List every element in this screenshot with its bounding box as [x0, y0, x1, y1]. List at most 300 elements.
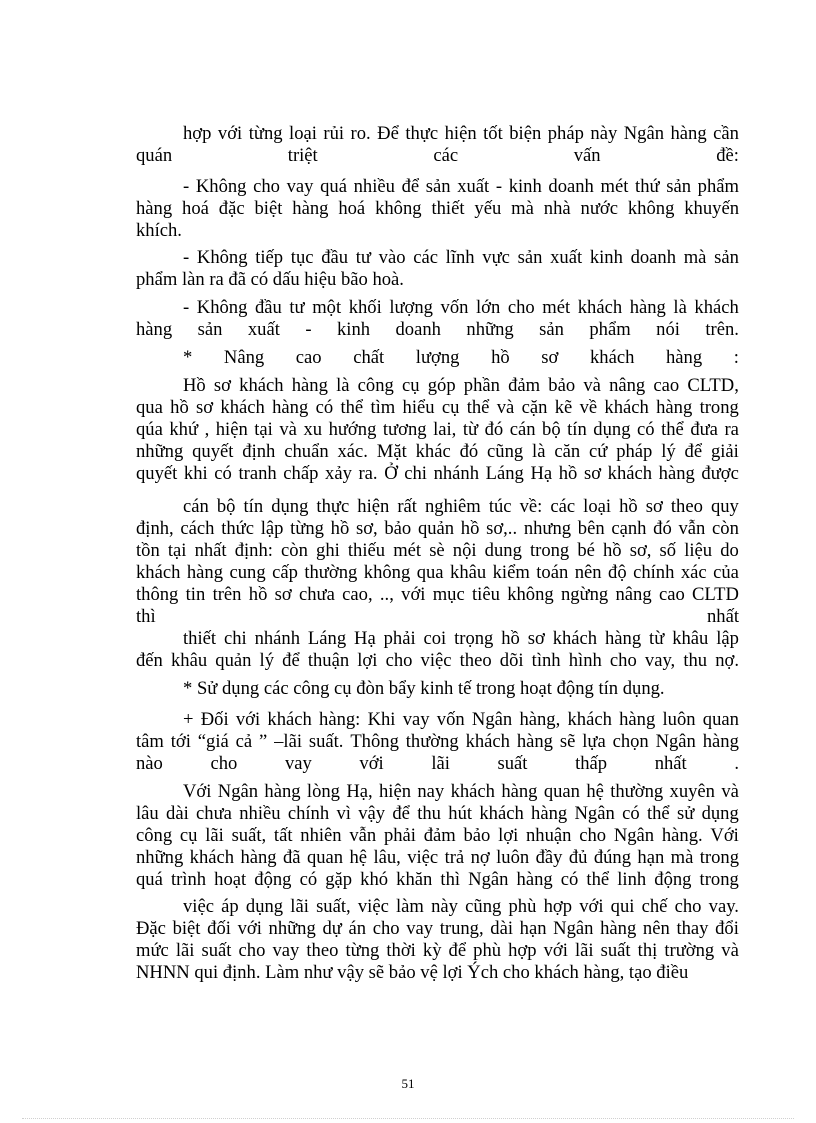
word: này	[590, 123, 618, 144]
word: hàng	[629, 297, 666, 318]
word: hạn	[637, 847, 665, 868]
word: thường	[610, 781, 664, 802]
word: cho	[579, 825, 607, 846]
word: hồ	[170, 397, 189, 418]
word: với	[235, 709, 261, 730]
word: Hạ	[530, 463, 553, 484]
word: Đối	[200, 709, 229, 730]
word: doanh	[395, 319, 441, 340]
word: xuất	[457, 176, 490, 197]
word: không	[507, 584, 554, 605]
word: nội	[452, 540, 477, 561]
text-line	[136, 825, 739, 847]
word: khuyến	[684, 198, 739, 219]
word: lựa	[582, 731, 606, 752]
word: thể	[466, 397, 490, 418]
word: lâu	[136, 803, 159, 824]
word: ra	[724, 419, 739, 440]
word: và	[496, 397, 515, 418]
word: biện	[509, 123, 542, 144]
word: nhất	[654, 753, 687, 774]
word: việc	[420, 650, 452, 671]
word: thời	[386, 940, 416, 961]
word: xuyên	[669, 781, 715, 802]
word: tình	[531, 650, 561, 671]
word: vay	[402, 709, 430, 730]
word: túc	[488, 496, 512, 517]
word: hút	[448, 803, 473, 824]
word: vay	[406, 918, 434, 939]
word: thiết	[431, 198, 465, 219]
word: để	[282, 650, 300, 671]
word: được	[701, 463, 739, 484]
word: nhánh	[433, 463, 480, 484]
word: hệ	[586, 781, 604, 802]
word: với	[579, 896, 604, 917]
word: khi	[183, 463, 208, 484]
word: hàng	[186, 562, 224, 583]
word: hàng	[291, 375, 328, 396]
word: luôn	[662, 709, 696, 730]
word: hợp	[543, 896, 572, 917]
word: tục	[290, 247, 314, 268]
word: là	[673, 297, 687, 318]
word: -	[305, 319, 312, 340]
word: hàng	[501, 781, 538, 802]
word: cạnh	[611, 518, 647, 539]
word: sơ	[645, 496, 663, 517]
word: cao	[658, 584, 685, 605]
word: cả	[235, 731, 253, 752]
word: kinh	[508, 176, 542, 197]
word: số	[659, 540, 677, 561]
text-line	[136, 397, 739, 419]
word: tại	[167, 540, 187, 561]
word: không	[363, 562, 411, 583]
word: đó	[459, 441, 479, 462]
word: hợp	[183, 123, 212, 144]
word: thu	[417, 803, 441, 824]
word: thường	[304, 562, 358, 583]
text-line	[136, 731, 739, 753]
word: để	[392, 803, 410, 824]
text-line	[136, 847, 739, 869]
word: thể	[646, 803, 670, 824]
word: cho	[385, 650, 413, 671]
word: và	[583, 375, 601, 396]
word: khách	[552, 628, 598, 649]
word: qui	[610, 896, 635, 917]
word: kinh	[589, 247, 623, 268]
word: của	[713, 562, 739, 583]
word: mà	[683, 247, 707, 268]
word: thực	[405, 123, 439, 144]
word: làm	[396, 896, 424, 917]
word: lòng	[306, 781, 340, 802]
word: nào	[136, 753, 163, 774]
word: thực	[316, 496, 350, 517]
text-line	[136, 606, 739, 628]
word: khách	[567, 709, 612, 730]
word: qua	[416, 562, 444, 583]
text-line: NHNN qui định. Làm như vậy sẽ bảo vệ lợi Ých cho khách hàng, tạo điều	[136, 962, 689, 983]
word: cho	[238, 940, 266, 961]
word: đầu	[254, 297, 282, 318]
word: liệu	[684, 540, 713, 561]
word: này	[431, 896, 458, 917]
word: tương	[382, 419, 427, 440]
section-heading: * Sử dụng các công cụ đòn bẩy kinh tế trong hoạt động tín dụng.	[183, 678, 665, 699]
word: khách	[577, 297, 623, 318]
word: với	[401, 584, 426, 605]
word: sản	[197, 319, 223, 340]
word: quản	[417, 518, 455, 539]
word: lãi	[574, 940, 594, 961]
word: phần	[463, 375, 500, 396]
word: hồ	[603, 540, 622, 561]
word: Ở	[384, 463, 398, 484]
word: khách	[694, 297, 739, 318]
word: ra.	[358, 463, 378, 484]
word: –lãi	[274, 731, 302, 752]
word: thức	[221, 518, 254, 539]
word: nhuận	[526, 825, 572, 846]
word: biệt	[254, 198, 283, 219]
word: phẩm	[697, 176, 739, 197]
word: -	[183, 247, 190, 268]
word: cho	[609, 650, 637, 671]
word: giải	[710, 441, 739, 462]
word: Nâng	[223, 347, 265, 368]
word: xác.	[337, 441, 368, 462]
word: trong	[699, 397, 739, 418]
word: khách	[607, 463, 653, 484]
word: và	[279, 419, 297, 440]
word: khách	[239, 375, 284, 396]
word: phải	[383, 825, 416, 846]
word: sơ,..	[486, 518, 518, 539]
word: *	[183, 347, 193, 368]
text-line	[183, 176, 739, 198]
word: linh	[617, 869, 647, 890]
word: nhất	[706, 606, 739, 627]
word: cụ	[179, 825, 198, 846]
word: suất	[497, 753, 528, 774]
word: Ngân	[574, 803, 615, 824]
word: Ngân	[471, 709, 513, 730]
word: cho	[674, 896, 702, 917]
word: doanh	[630, 247, 677, 268]
word: pháp	[547, 123, 584, 144]
word: đó	[484, 419, 504, 440]
word: sơ	[213, 375, 231, 396]
word: hồ	[460, 518, 480, 539]
word: căn	[554, 441, 581, 462]
word: lý	[661, 441, 676, 462]
word: suất,	[316, 896, 351, 917]
word: vay,	[644, 650, 676, 671]
word: có	[560, 869, 579, 890]
word: khách	[136, 562, 181, 583]
word: dự	[322, 918, 342, 939]
word: thể	[661, 419, 684, 440]
word: nay	[417, 781, 445, 802]
word: cao,	[342, 584, 373, 605]
word: luôn	[496, 847, 530, 868]
word: không	[627, 198, 675, 219]
word: và	[721, 781, 739, 802]
word: quyết	[192, 441, 234, 462]
word: hàng	[136, 198, 173, 219]
word: mà	[670, 847, 694, 868]
word: sơ	[583, 463, 602, 484]
word: vay	[284, 753, 312, 774]
word: cách	[180, 518, 215, 539]
word: vay.	[708, 896, 739, 917]
word: hồ	[558, 463, 578, 484]
word: sản	[539, 319, 564, 340]
word: tư	[289, 297, 305, 318]
word: đưa	[690, 419, 718, 440]
word: khứ	[169, 419, 199, 440]
word: doanh	[548, 176, 594, 197]
word: là	[336, 375, 350, 396]
word: cao	[295, 347, 322, 368]
word: -	[495, 176, 503, 197]
word: triệt	[287, 145, 318, 166]
word: thiết	[183, 628, 217, 649]
word: cao	[653, 375, 680, 396]
word: chính	[287, 803, 330, 824]
word: khách	[189, 847, 235, 868]
word: với	[543, 940, 568, 961]
word: ”	[258, 731, 268, 752]
word: nợ.	[715, 650, 739, 671]
word: -	[183, 176, 190, 197]
word: đó	[653, 518, 672, 539]
word: yếu	[474, 198, 502, 219]
word: hồ	[248, 584, 268, 605]
word: cặn	[521, 397, 548, 418]
word: hoá	[338, 198, 366, 219]
word: cần	[713, 123, 739, 144]
word: +	[183, 709, 194, 730]
text-line	[136, 650, 739, 672]
word: vào	[378, 247, 406, 268]
word: hồ	[619, 496, 638, 517]
word: tại	[254, 419, 273, 440]
word: vốn	[440, 297, 469, 318]
word: lượng	[389, 297, 433, 318]
word: chuẩn	[284, 441, 329, 462]
word: ,	[204, 419, 210, 440]
word: những	[136, 847, 184, 868]
word: trung,	[439, 918, 484, 939]
word: án	[348, 918, 367, 939]
word: khách	[589, 347, 635, 368]
word: những	[136, 441, 184, 462]
word: tiếp	[255, 247, 284, 268]
text-line	[136, 463, 739, 485]
word: dõi	[499, 650, 524, 671]
word: quá	[320, 176, 347, 197]
word: lâu,	[373, 847, 401, 868]
word: hàng	[600, 918, 637, 939]
word: qúa	[136, 419, 163, 440]
word: trong	[529, 540, 570, 561]
word: nhánh	[254, 628, 301, 649]
word: trọng	[454, 628, 494, 649]
word: theo	[670, 496, 703, 517]
word: nước	[580, 198, 618, 219]
word: nâng	[609, 375, 646, 396]
text-line	[136, 540, 739, 562]
word: đảm	[508, 375, 541, 396]
word: hiện	[379, 781, 412, 802]
word: khách	[220, 397, 265, 418]
word: cũng	[465, 896, 502, 917]
word: cho	[372, 918, 400, 939]
word: hàng	[658, 463, 695, 484]
word: chế	[641, 896, 668, 917]
word: phẩm	[589, 319, 631, 340]
word: lập	[716, 628, 739, 649]
word: việc	[407, 847, 439, 868]
word: dụng	[701, 803, 739, 824]
word: kinh	[336, 319, 371, 340]
word: thiếu	[347, 540, 386, 561]
word: Để	[377, 123, 399, 144]
word: sản	[517, 247, 543, 268]
text-line: khích.	[136, 220, 182, 241]
word: hàng	[670, 123, 707, 144]
word: khách	[267, 709, 312, 730]
word: xuất	[550, 247, 583, 268]
word: đã	[283, 847, 301, 868]
word: hàng	[702, 731, 739, 752]
word: đủ	[568, 847, 588, 868]
word: dài	[166, 803, 189, 824]
word: từ	[462, 419, 479, 440]
word: hồ	[501, 628, 520, 649]
word: nên	[642, 918, 670, 939]
word: tìm	[370, 397, 396, 418]
text-line	[136, 419, 739, 441]
word: các	[433, 145, 459, 166]
text-line	[136, 441, 739, 463]
word: Với	[710, 825, 739, 846]
word: mà	[511, 198, 534, 219]
word: Ngân	[623, 123, 665, 144]
word: dụng	[271, 496, 309, 517]
word: công	[357, 375, 394, 396]
word: chất	[353, 347, 385, 368]
word: với	[217, 123, 243, 144]
word: từ	[649, 628, 665, 649]
word: lãi	[175, 940, 195, 961]
text-line	[183, 896, 739, 918]
word: Không	[195, 176, 247, 197]
word: hàng	[136, 319, 173, 340]
word: đúng	[593, 847, 631, 868]
word: cho	[210, 753, 238, 774]
word: về	[579, 397, 598, 418]
word: hàng	[516, 731, 553, 752]
word: nâng	[615, 584, 652, 605]
word: qua	[136, 397, 163, 418]
word: hạn	[519, 918, 547, 939]
word: nghiêm	[425, 496, 481, 517]
word: theo	[459, 650, 492, 671]
word: có	[637, 419, 655, 440]
word: vậy	[358, 803, 386, 824]
word: sơ	[274, 584, 292, 605]
word: trả	[444, 847, 465, 868]
word: loại	[583, 496, 612, 517]
word: hàng	[665, 347, 703, 368]
word: tồn	[136, 540, 160, 561]
word: quá	[136, 869, 163, 890]
word: trong	[699, 847, 739, 868]
word: “giá	[197, 731, 229, 752]
word: hồ	[491, 347, 510, 368]
word: mục	[432, 584, 465, 605]
word: hiểu	[402, 397, 435, 418]
word: định,	[136, 518, 174, 539]
word: bảo	[463, 825, 491, 846]
word: Hạ	[354, 628, 376, 649]
word: tâm	[136, 731, 164, 752]
word: áp	[221, 896, 239, 917]
word: quản	[215, 650, 252, 671]
word: :	[733, 347, 739, 368]
word: bé	[577, 540, 595, 561]
word: hình	[568, 650, 602, 671]
word: tranh	[238, 463, 277, 484]
word: thì	[136, 606, 156, 627]
text-line	[183, 496, 739, 518]
word: quyết	[136, 463, 178, 484]
word: khăn	[396, 869, 433, 890]
word: suất,	[231, 825, 267, 846]
word: hoạt	[214, 869, 247, 890]
word: lãi	[290, 896, 309, 917]
word: hiện	[444, 123, 477, 144]
word: tất	[273, 825, 293, 846]
word: quy	[710, 496, 739, 517]
word: phù	[473, 940, 502, 961]
word: mét	[542, 297, 571, 318]
word: hàng	[272, 397, 309, 418]
word: động	[654, 869, 692, 890]
word: chi	[223, 628, 247, 649]
word: khâu	[170, 650, 208, 671]
word: rất	[397, 496, 417, 517]
word: dụng	[245, 896, 284, 917]
word: các	[550, 496, 576, 517]
word: hệ	[349, 847, 368, 868]
word: trong	[699, 869, 739, 890]
word: đổi	[715, 918, 739, 939]
word: Đặc	[136, 918, 166, 939]
word: sơ	[196, 397, 214, 418]
word: chưa	[196, 803, 232, 824]
word: lớn	[476, 297, 501, 318]
word: lý	[259, 650, 275, 671]
word: sơ	[527, 628, 545, 649]
word: từng	[248, 123, 283, 144]
word: khối	[348, 297, 382, 318]
